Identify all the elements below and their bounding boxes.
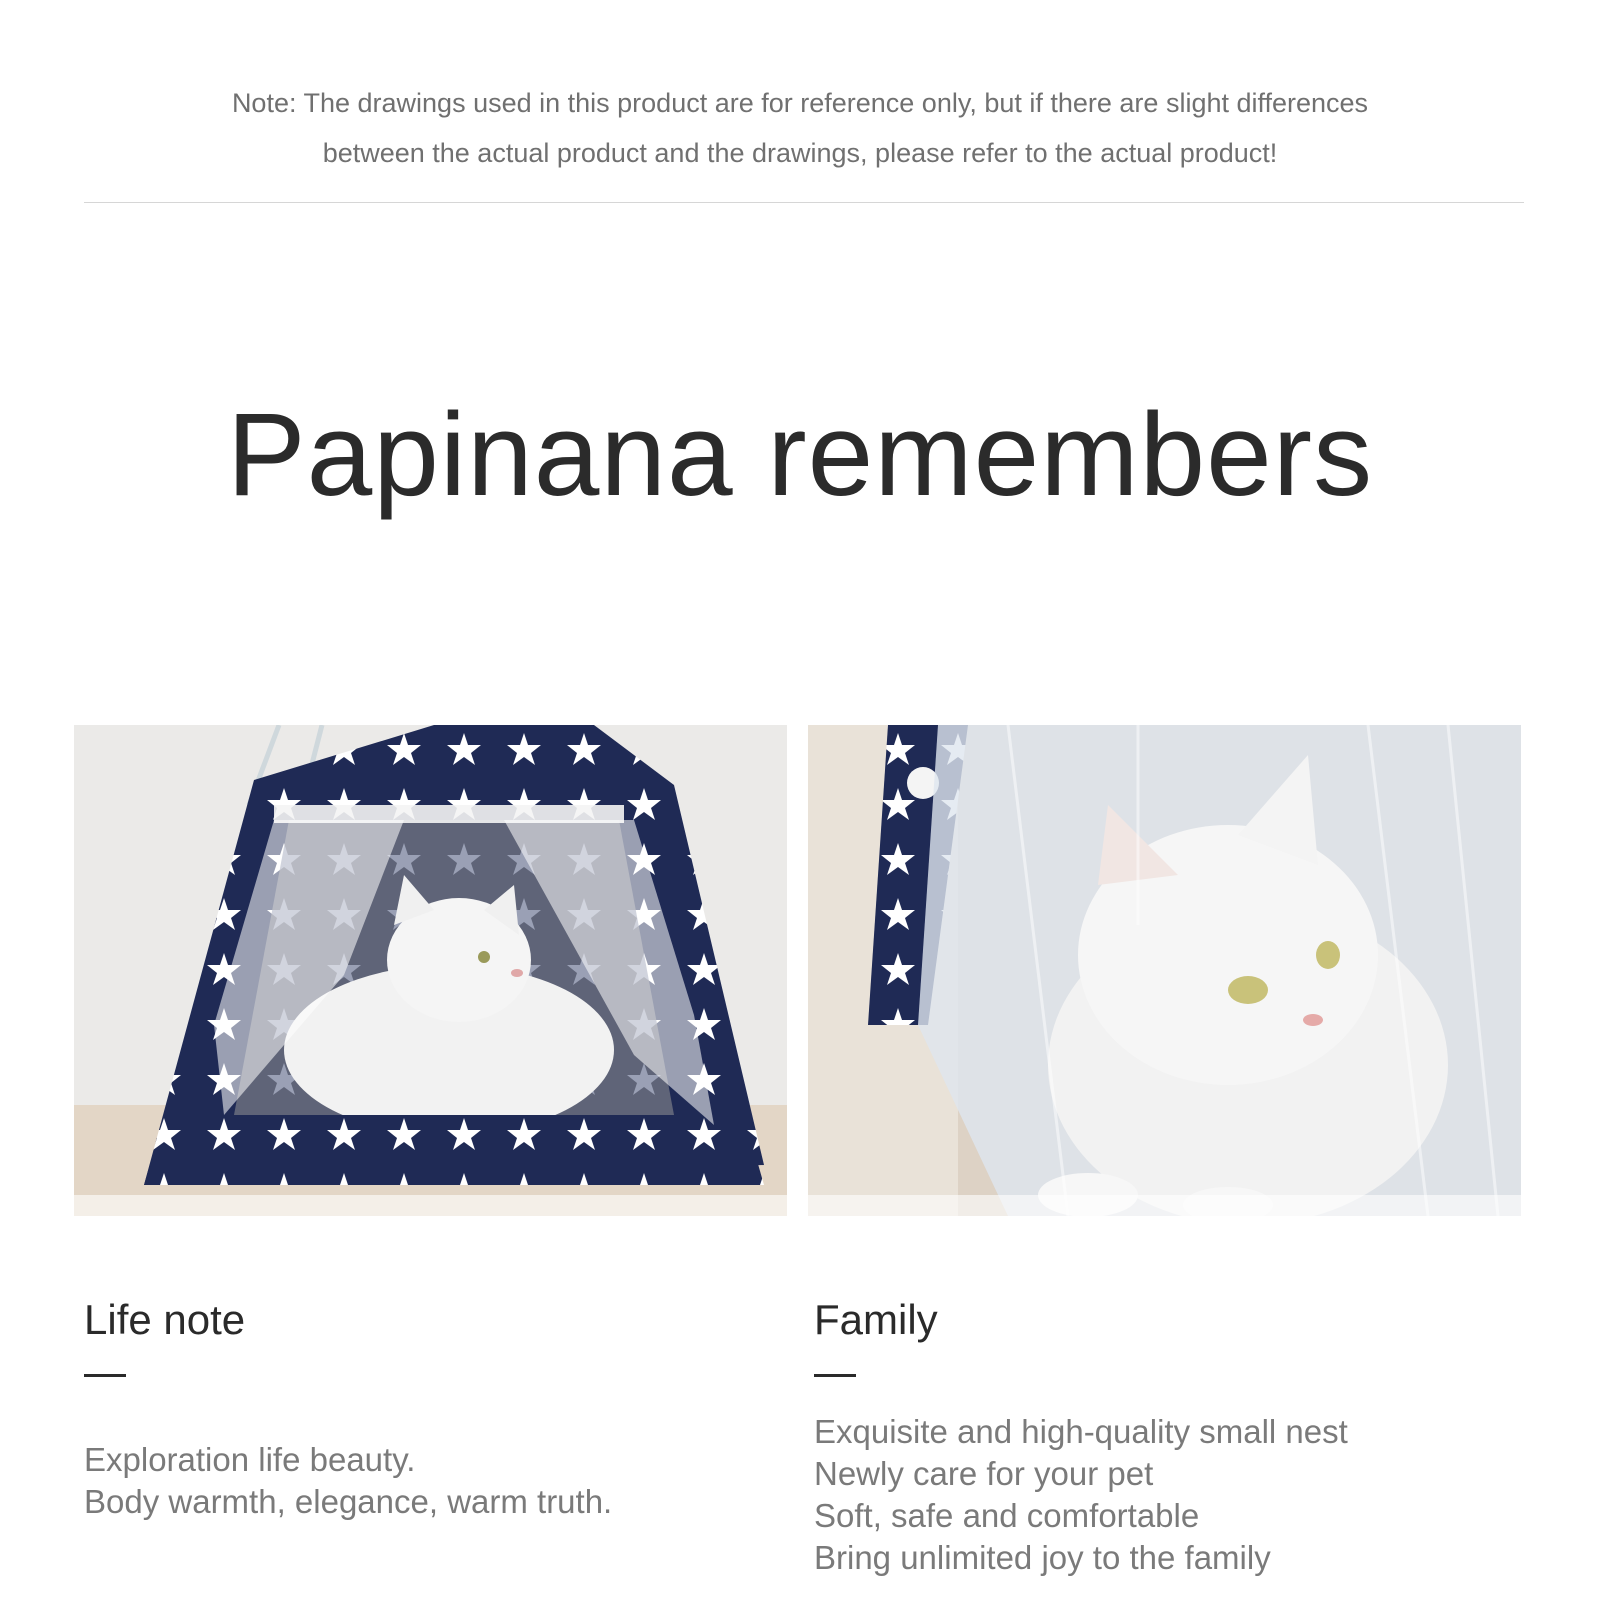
- family-body: [814, 1411, 1514, 1579]
- family-section: [814, 1290, 1514, 1579]
- life-note-line: Exploration life beauty.: [84, 1441, 416, 1478]
- reference-note: [0, 78, 1600, 178]
- family-line: Newly care for your pet: [814, 1455, 1154, 1492]
- divider: [84, 202, 1524, 203]
- title-dash: [84, 1374, 126, 1377]
- family-title: Family: [814, 1296, 938, 1343]
- family-line: Soft, safe and comfortable: [814, 1497, 1200, 1534]
- family-line: Exquisite and high-quality small nest: [814, 1413, 1348, 1450]
- headline: Papinana remembers: [226, 389, 1374, 521]
- title-dash: [814, 1374, 856, 1377]
- life-note-title: Life note: [84, 1296, 246, 1343]
- note-line-1: Note: The drawings used in this product are for reference only, but if there are slight differences: [231, 88, 1369, 118]
- life-note-section: [84, 1290, 784, 1523]
- family-line: Bring unlimited joy to the family: [814, 1539, 1271, 1576]
- life-note-line: Body warmth, elegance, warm truth.: [84, 1483, 613, 1520]
- cat-closeup-photo: [808, 725, 1521, 1216]
- life-note-body: [84, 1439, 784, 1523]
- tent-cat-photo: [74, 725, 787, 1216]
- note-line-2: between the actual product and the drawings, please refer to the actual product!: [322, 138, 1278, 168]
